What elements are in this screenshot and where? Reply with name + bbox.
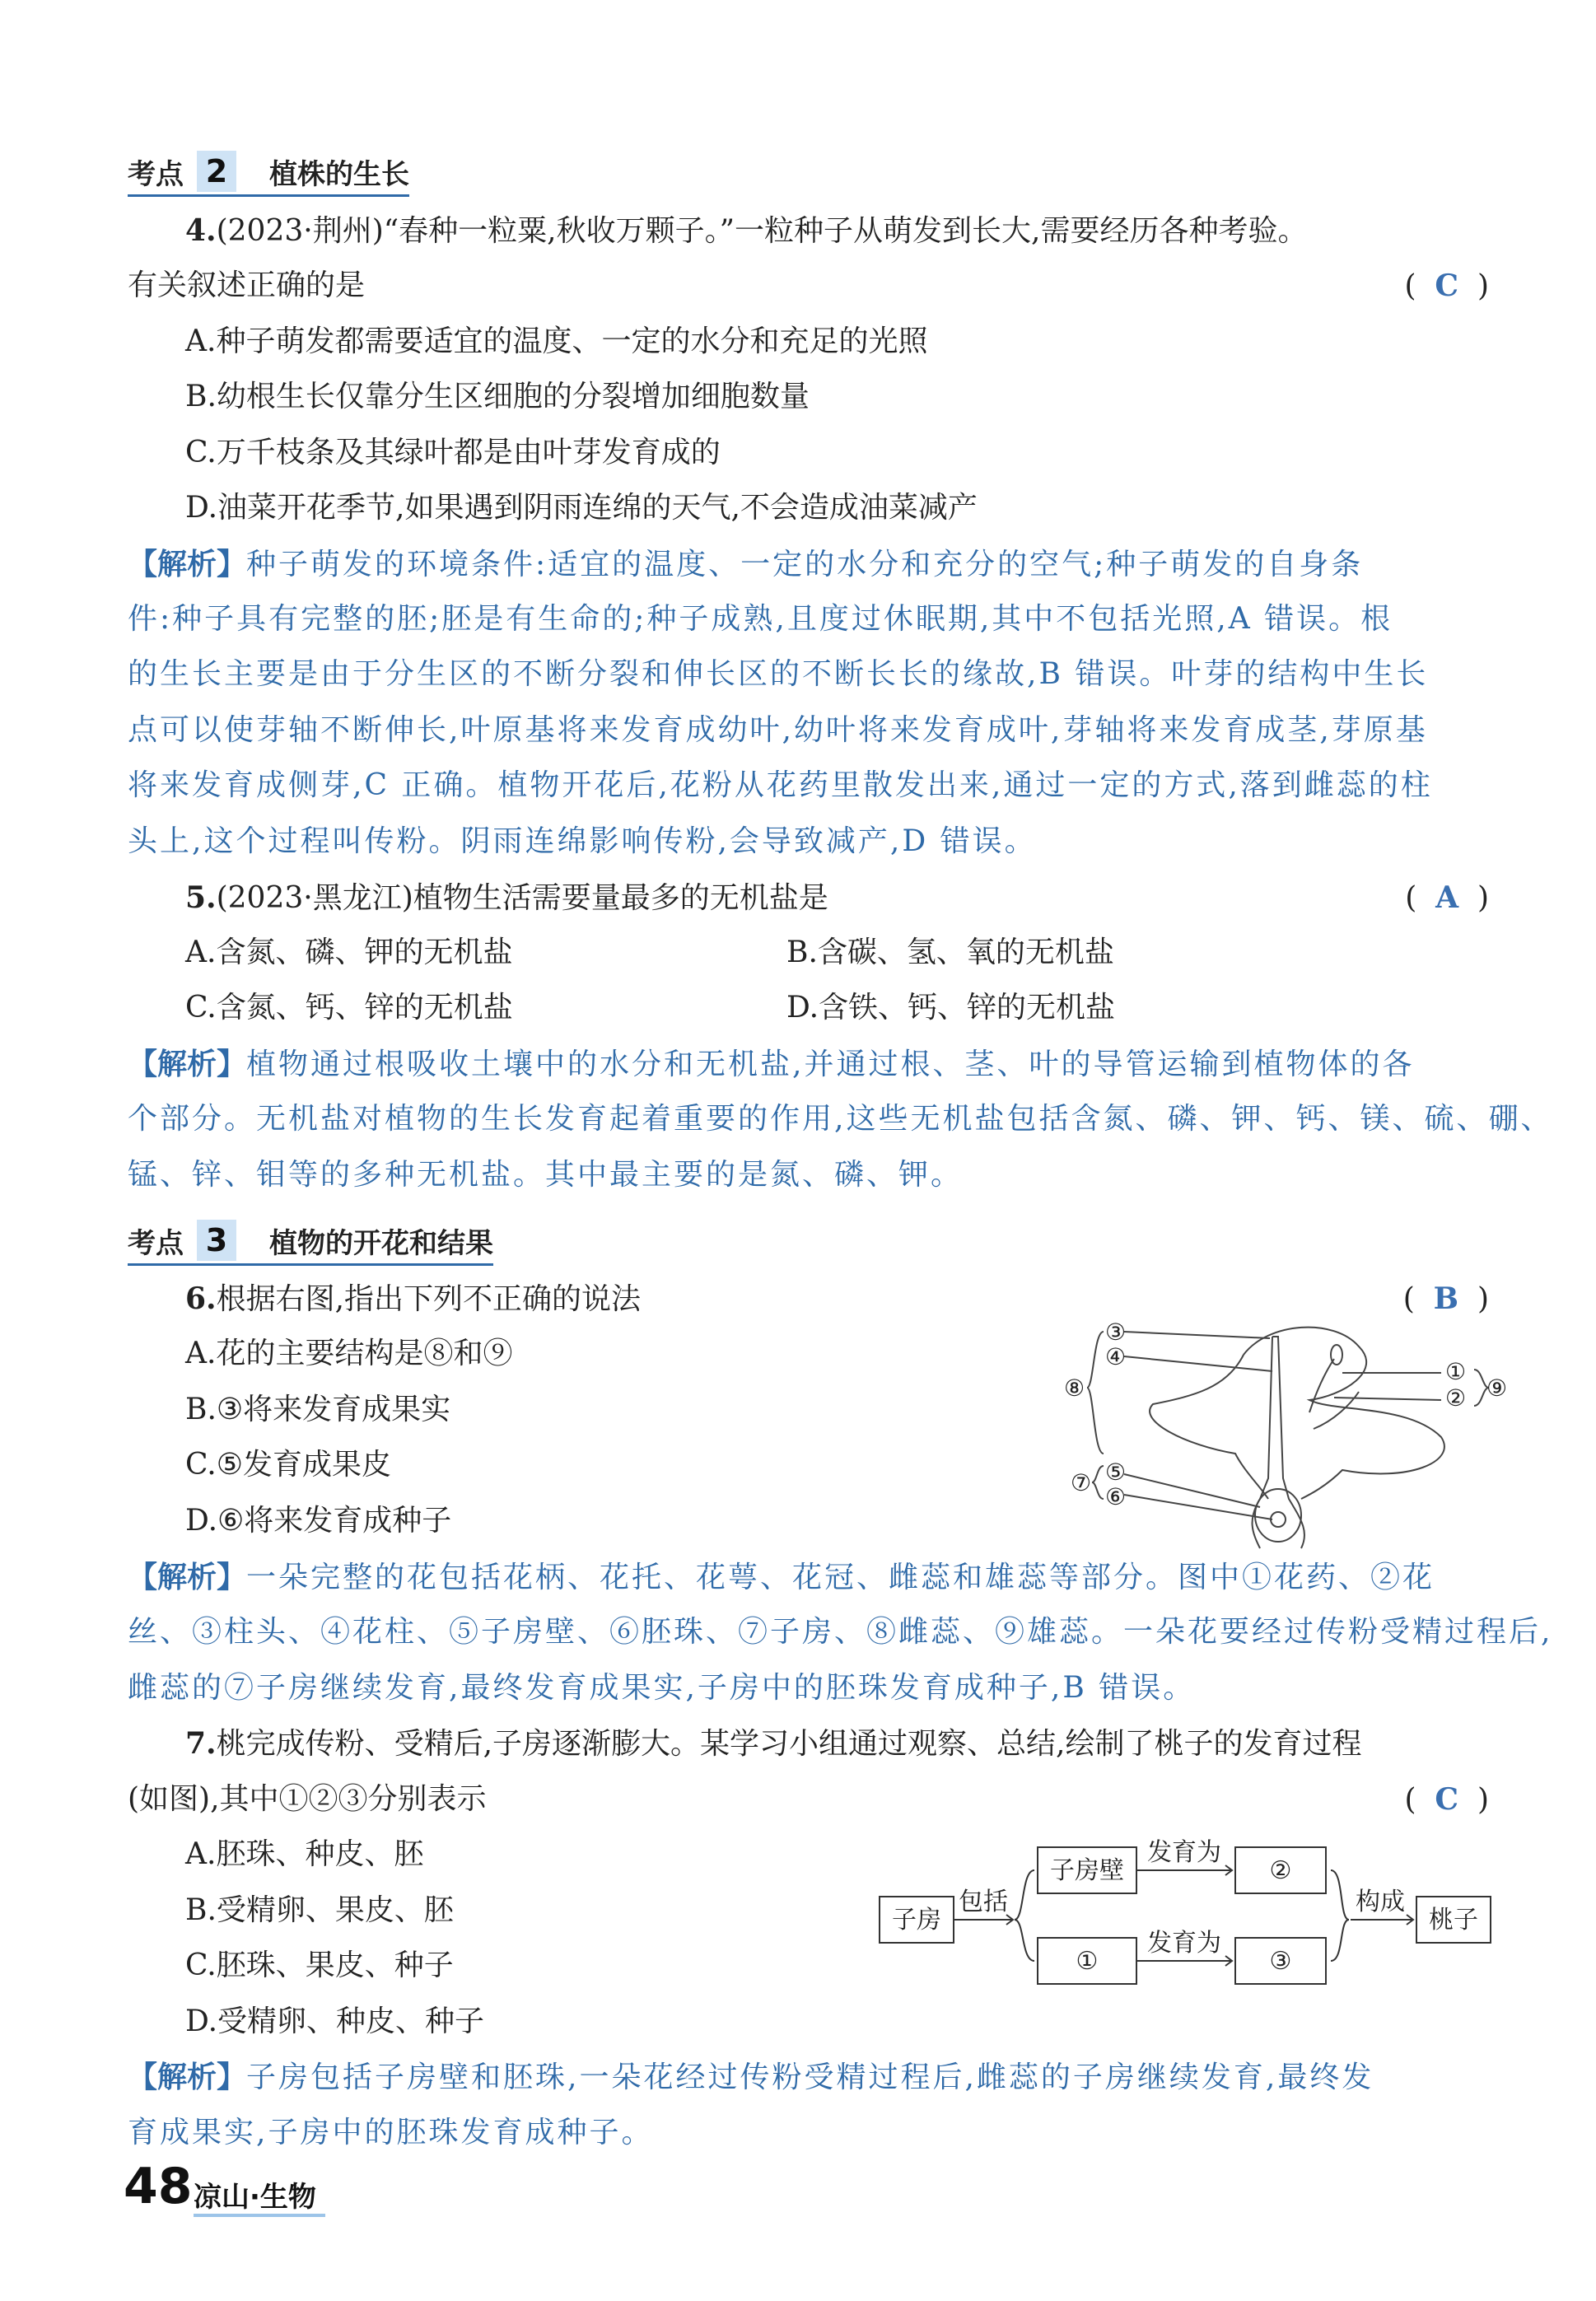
label-4: ④ — [1105, 1343, 1127, 1370]
question-5-line1: 5.(2023·黑龙江)植物生活需要量最多的无机盐是 — [185, 880, 828, 915]
question-4-option-a: A.种子萌发都需要适宜的温度、一定的水分和充足的光照 — [185, 324, 928, 358]
label-7: ⑦ — [1071, 1469, 1092, 1496]
question-7-option-d: D.受精卵、种皮、种子 — [185, 2005, 485, 2038]
brace-left — [1015, 1870, 1034, 1961]
label-2: ② — [1445, 1384, 1467, 1412]
question-4-analysis-line5: 将来发育成侧芽,C 正确。植物开花后,花粉从花药里散发出来,通过一定的方式,落到雌蕊的柱 — [128, 768, 1433, 802]
question-4-option-d: D.油菜开花季节,如果遇到阴雨连绵的天气,不会造成油菜减产 — [185, 491, 978, 525]
brace-right — [1331, 1870, 1349, 1961]
question-6-analysis-line2: 丝、③柱头、④花柱、⑤子房壁、⑥胚珠、⑦子房、⑧雌蕊、⑨雄蕊。一朵花要经过传粉受精过程后, — [128, 1615, 1553, 1649]
text-fayuwei-2: 发育为 — [1147, 1929, 1221, 1958]
question-6-answer: ( B ) — [1402, 1281, 1489, 1316]
question-4-answer: ( C ) — [1404, 268, 1489, 303]
leader-6 — [1124, 1495, 1272, 1519]
text-circle-1: ① — [1076, 1947, 1099, 1976]
flower-structure-figure — [1062, 1322, 1507, 1552]
question-6-option-d: D.⑥将来发育成种子 — [185, 1504, 452, 1538]
ovary-outline — [1255, 1489, 1301, 1542]
ovule-outline — [1271, 1512, 1286, 1527]
text-fayuwei-1: 发育为 — [1147, 1838, 1221, 1867]
question-5-option-a: A.含氮、磷、钾的无机盐 — [185, 936, 513, 969]
leader-3 — [1124, 1332, 1270, 1338]
question-6-option-c: C.⑤发育成果皮 — [185, 1448, 391, 1482]
text-goucheng: 构成 — [1356, 1888, 1405, 1916]
text-taozi: 桃子 — [1429, 1906, 1478, 1935]
text-baokuo: 包括 — [959, 1888, 1008, 1916]
section-label: 考点 — [128, 1226, 184, 1260]
section-heading-kaodian-3 — [128, 1217, 493, 1266]
section-number: 2 — [197, 151, 236, 192]
question-5-analysis-line1: 【解析】植物通过根吸收土壤中的水分和无机盐,并通过根、茎、叶的导管运输到植物体的各 — [128, 1047, 1415, 1081]
bracket-8 — [1087, 1332, 1104, 1454]
text-zifang: 子房 — [892, 1906, 941, 1935]
question-5-answer: ( A ) — [1405, 880, 1489, 915]
question-7-option-c: C.胚珠、果皮、种子 — [185, 1949, 454, 1982]
question-4-analysis-line6: 头上,这个过程叫传粉。阴雨连绵影响传粉,会导致减产,D 错误。 — [128, 824, 1037, 858]
section-title: 植物的开花和结果 — [269, 1226, 493, 1260]
leader-2 — [1334, 1398, 1441, 1400]
question-6-line1: 6.根据右图,指出下列不正确的说法 — [185, 1281, 642, 1316]
question-4-option-c: C.万千枝条及其绿叶都是由叶芽发育成的 — [185, 436, 721, 469]
question-5-option-d: D.含铁、钙、锌的无机盐 — [786, 991, 1116, 1024]
label-8: ⑧ — [1064, 1375, 1085, 1402]
flower-petal-outline — [1244, 1328, 1444, 1499]
text-circle-2: ② — [1269, 1856, 1292, 1885]
question-7-analysis-line2: 育成果实,子房中的胚珠发育成种子。 — [128, 2116, 654, 2149]
section-title: 植株的生长 — [269, 157, 409, 191]
question-7-line1: 7.桃完成传粉、受精后,子房逐渐膨大。某学习小组通过观察、总结,绘制了桃子的发育过程 — [185, 1726, 1362, 1761]
text-circle-3: ③ — [1269, 1947, 1292, 1976]
question-4-analysis-line4: 点可以使芽轴不断伸长,叶原基将来发育成幼叶,幼叶将来发育成叶,芽轴将来发育成茎,芽原基 — [128, 713, 1428, 747]
question-7-option-a: A.胚珠、种皮、胚 — [185, 1837, 424, 1871]
leader-4 — [1124, 1356, 1272, 1371]
leader-5 — [1124, 1474, 1260, 1507]
label-1: ① — [1445, 1358, 1467, 1385]
label-6: ⑥ — [1105, 1483, 1127, 1510]
book-title: 凉山·生物 — [194, 2181, 316, 2214]
question-4-analysis-line2: 件:种子具有完整的胚;胚是有生命的;种子成熟,且度过休眠期,其中不包括光照,A 错误。根 — [128, 602, 1393, 636]
question-6-analysis-line1: 【解析】一朵完整的花包括花柄、花托、花萼、花冠、雌蕊和雄蕊等部分。图中①花药、②花 — [128, 1560, 1435, 1594]
question-6-option-a: A.花的主要结构是⑧和⑨ — [185, 1337, 513, 1370]
section-label: 考点 — [128, 157, 184, 191]
question-6-analysis-line3: 雌蕊的⑦子房继续发育,最终发育成果实,子房中的胚珠发育成种子,B 错误。 — [128, 1671, 1196, 1705]
question-6-option-b: B.③将来发育成果实 — [185, 1393, 451, 1426]
question-4-analysis-line3: 的生长主要是由于分生区的不断分裂和伸长区的不断长长的缘故,B 错误。叶芽的结构中生长 — [128, 657, 1429, 691]
bracket-7 — [1092, 1466, 1104, 1499]
question-5-option-b: B.含碳、氢、氧的无机盐 — [786, 936, 1114, 969]
question-4-line1: 4.(2023·荆州)“春种一粒粟,秋收万颗子。”一粒种子从萌发到长大,需要经历各种考验。 — [185, 213, 1308, 248]
section-heading-kaodian-2 — [128, 148, 409, 197]
question-5-option-c: C.含氮、钙、锌的无机盐 — [185, 991, 513, 1024]
question-5-analysis-line2: 个部分。无机盐对植物的生长发育起着重要的作用,这些无机盐包括含氮、磷、钾、钙、镁、硫、硼、 — [128, 1102, 1553, 1136]
question-7-option-b: B.受精卵、果皮、胚 — [185, 1893, 454, 1927]
question-7-analysis-line1: 【解析】子房包括子房壁和胚珠,一朵花经过传粉受精过程后,雌蕊的子房继续发育,最终发 — [128, 2060, 1374, 2094]
label-9: ⑨ — [1486, 1375, 1507, 1402]
question-4-option-b: B.幼根生长仅靠分生区细胞的分裂增加细胞数量 — [185, 380, 810, 413]
question-7-answer: ( C ) — [1404, 1782, 1489, 1817]
question-4-analysis-line1: 【解析】种子萌发的环境条件:适宜的温度、一定的水分和充分的空气;种子萌发的自身条 — [128, 547, 1364, 581]
question-4-line2: 有关叙述正确的是 — [128, 268, 366, 302]
question-5-analysis-line3: 锰、锌、钼等的多种无机盐。其中最主要的是氮、磷、钾。 — [128, 1158, 964, 1192]
text-zifangbi: 子房壁 — [1050, 1856, 1124, 1885]
label-3: ③ — [1105, 1322, 1127, 1346]
question-7-line2: (如图),其中①②③分别表示 — [128, 1782, 487, 1816]
label-5: ⑤ — [1105, 1459, 1127, 1486]
stamen-anther — [1331, 1345, 1342, 1365]
flower-petal-outline-left — [1150, 1355, 1268, 1499]
section-number: 3 — [197, 1220, 236, 1261]
peach-development-diagram — [873, 1832, 1499, 1997]
footer-underline — [194, 2214, 325, 2217]
pistil-outline — [1253, 1337, 1304, 1548]
page-number: 48 — [124, 2158, 193, 2215]
